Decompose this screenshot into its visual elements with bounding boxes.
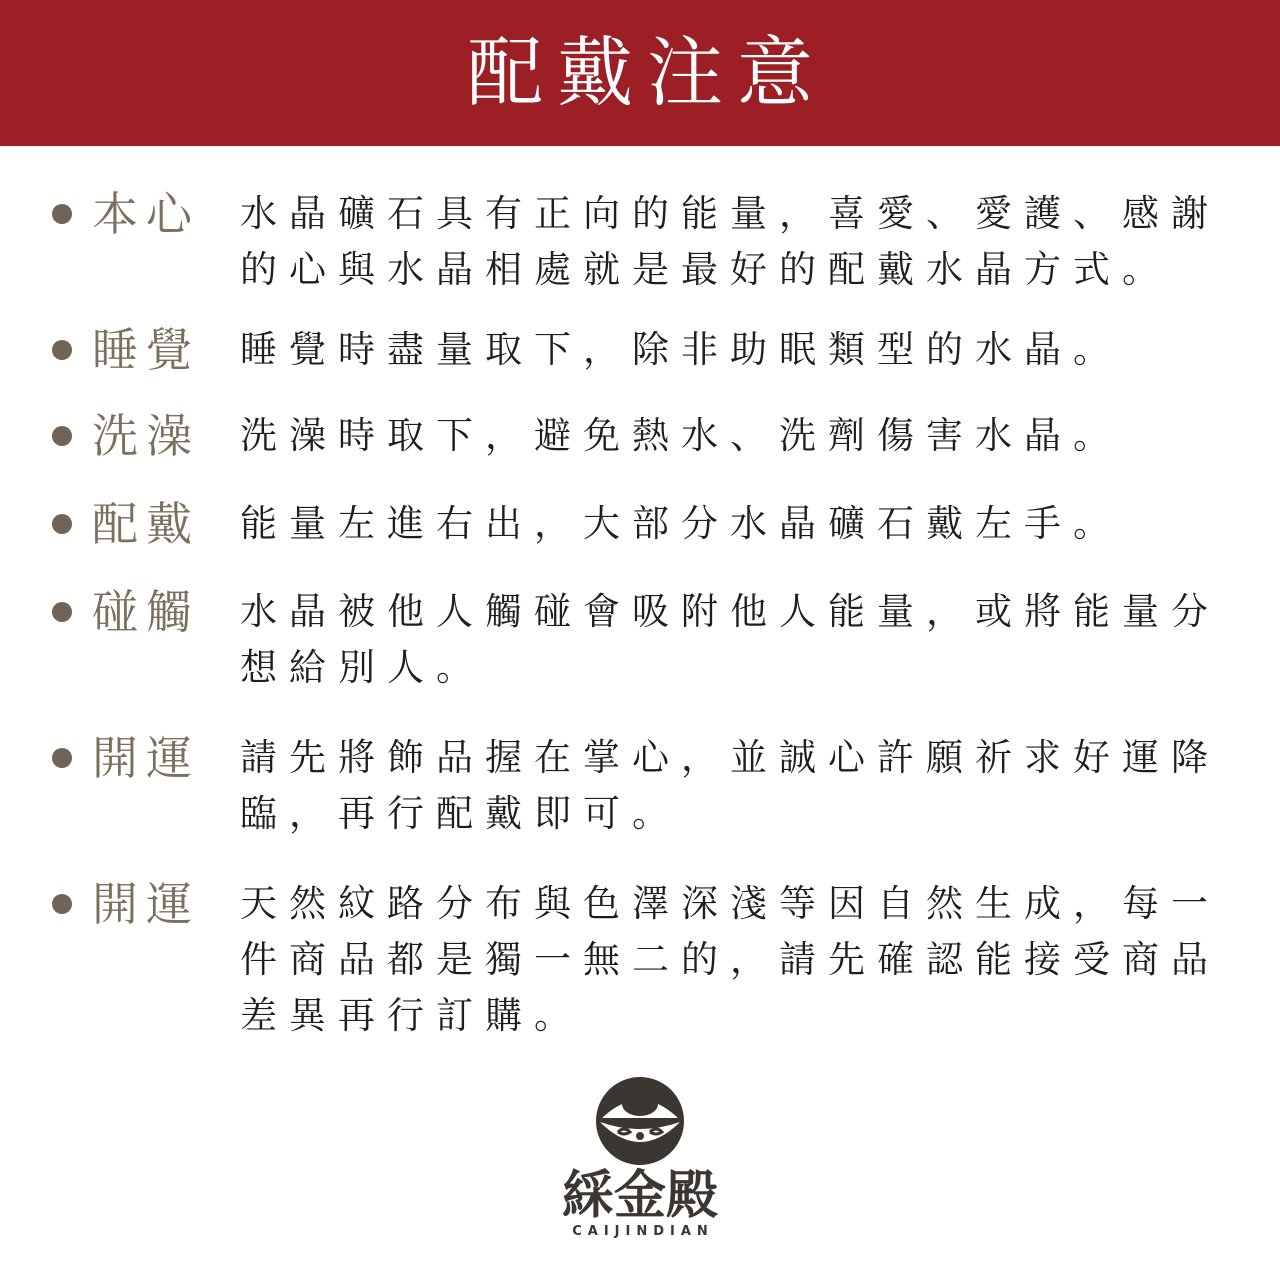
notice-item-text (240, 186, 1230, 298)
notice-item-line: 件商品都是獨一無二的，請先確認能接受商品 (240, 938, 1220, 981)
notice-item-text (240, 322, 1230, 378)
notice-item-line: 能量左進右出，大部分水晶礦石戴左手。 (240, 502, 1122, 545)
notice-item-line: 差異再行訂購。 (240, 994, 583, 1037)
notice-item-label: 碰觸 (92, 585, 200, 639)
bullet-dot-icon (52, 602, 72, 622)
bullet-dot-icon (52, 748, 72, 768)
header-banner (0, 0, 1280, 146)
notice-item-label: 開運 (92, 877, 200, 931)
notice-item-text (240, 496, 1230, 552)
notice-item-line: 想給別人。 (240, 646, 485, 689)
notice-item-text (240, 584, 1230, 696)
notice-item-line: 水晶被他人觸碰會吸附他人能量，或將能量分 (240, 590, 1220, 633)
notice-item-line: 睡覺時盡量取下，除非助眠類型的水晶。 (240, 328, 1122, 371)
notice-item-label: 洗澡 (92, 409, 200, 463)
brand-name: 綵金殿 (561, 1166, 718, 1226)
ingot-emblem-icon (540, 1074, 740, 1168)
notice-item-line: 水晶礦石具有正向的能量，喜愛、愛護、感謝 (240, 192, 1220, 235)
brand-logo (540, 1074, 740, 1244)
notice-item-text (240, 408, 1230, 464)
bullet-dot-icon (52, 894, 72, 914)
notice-item-text (240, 730, 1230, 842)
brand-subtitle: CAIJINDIAN (572, 1224, 714, 1239)
notice-item-line: 天然紋路分布與色澤深淺等因自然生成，每一 (240, 882, 1220, 925)
notice-item-label: 開運 (92, 731, 200, 785)
bullet-dot-icon (52, 426, 72, 446)
notice-item-line: 洗澡時取下，避免熱水、洗劑傷害水晶。 (240, 414, 1122, 457)
bullet-dot-icon (52, 204, 72, 224)
notice-item-label: 配戴 (92, 497, 200, 551)
notice-item-line: 臨，再行配戴即可。 (240, 792, 681, 835)
page-title: 配戴注意 (467, 28, 827, 117)
notice-item-line: 請先將飾品握在掌心，並誠心許願祈求好運降 (240, 736, 1220, 779)
notice-item-line: 的心與水晶相處就是最好的配戴水晶方式。 (240, 248, 1171, 291)
notice-item-label: 本心 (92, 187, 200, 241)
notice-item-label: 睡覺 (92, 323, 200, 377)
notice-item-text (240, 876, 1230, 1044)
bullet-dot-icon (52, 340, 72, 360)
bullet-dot-icon (52, 514, 72, 534)
